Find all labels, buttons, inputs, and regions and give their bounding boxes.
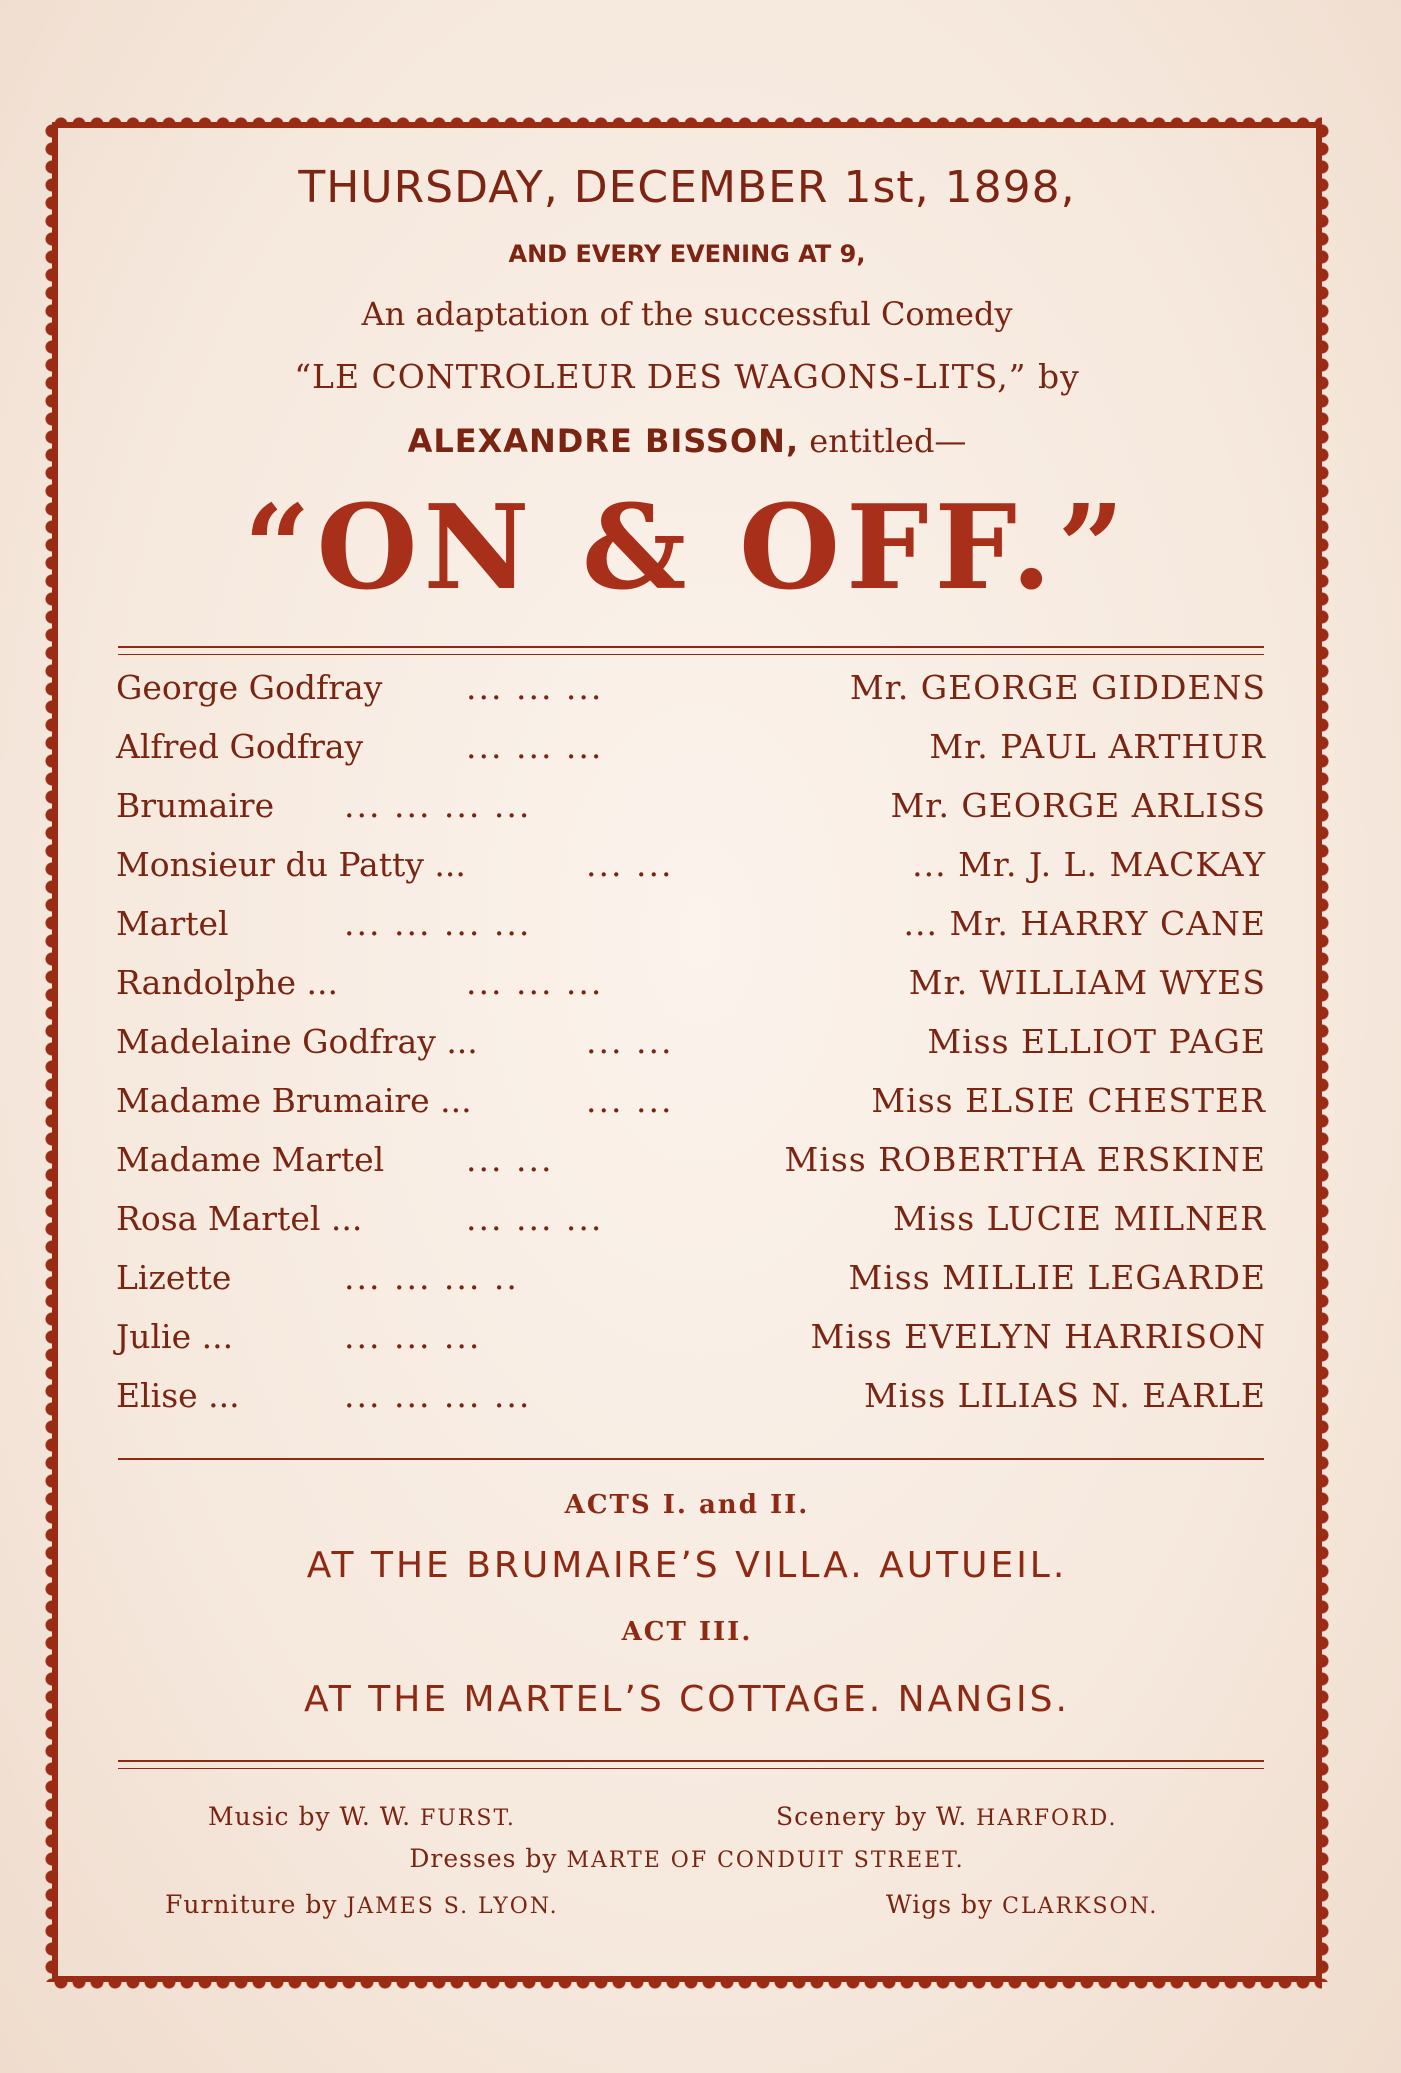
credit-dresses xyxy=(60,1844,1314,1873)
cast-role: Alfred Godfray xyxy=(116,727,364,766)
cast-role: Randolphe ... xyxy=(116,963,338,1002)
leader-dots: ... ... xyxy=(586,845,674,884)
cast-list xyxy=(116,668,1266,1435)
credit-name: CLARKSON. xyxy=(1002,1894,1159,1919)
cast-row xyxy=(116,727,1266,786)
leader-dots: ... ... ... ... xyxy=(344,904,532,943)
cast-actor: Miss ELLIOT PAGE xyxy=(927,1022,1266,1061)
author-line xyxy=(60,422,1314,460)
credit-name: HARFORD. xyxy=(976,1806,1118,1831)
adaptation-note: An adaptation of the successful Comedy xyxy=(361,295,1013,333)
scalloped-border-bottom xyxy=(52,1982,1322,1996)
cast-row xyxy=(116,1199,1266,1258)
credit-music xyxy=(208,1802,516,1831)
leader-dots: ... ... ... ... xyxy=(344,786,532,825)
divider-middle xyxy=(118,1458,1264,1460)
cast-role: Elise ... xyxy=(116,1376,240,1415)
cast-actor: Miss ROBERTHA ERSKINE xyxy=(784,1140,1266,1179)
leader-dots: ... ... ... xyxy=(466,668,604,707)
divider-bottom xyxy=(118,1760,1264,1769)
leader-dots: ... ... ... ... xyxy=(344,1376,532,1415)
credit-name: FURST. xyxy=(420,1806,516,1831)
cast-role: Lizette xyxy=(116,1258,232,1297)
cast-row xyxy=(116,1140,1266,1199)
cast-row xyxy=(116,1022,1266,1081)
cast-actor: Mr. GEORGE ARLISS xyxy=(890,786,1266,825)
cast-actor: Miss LUCIE MILNER xyxy=(892,1199,1266,1238)
credit-scenery xyxy=(776,1802,1118,1831)
scalloped-border-right xyxy=(1322,122,1336,1982)
leader-dots: ... ... xyxy=(586,1022,674,1061)
cast-role: Martel xyxy=(116,904,229,943)
act-three-heading: ACT III. xyxy=(621,1617,753,1647)
leader-dots: ... ... ... xyxy=(344,1317,482,1356)
cast-role: Rosa Martel ... xyxy=(116,1199,363,1238)
divider-top xyxy=(118,646,1264,655)
performance-date: THURSDAY, DECEMBER 1st, 1898, xyxy=(298,162,1076,213)
credit-label: Scenery by W. xyxy=(776,1802,968,1831)
credit-wigs xyxy=(886,1890,1158,1919)
credit-name: JAMES S. LYON. xyxy=(346,1894,559,1919)
original-title: “LE CONTROLEUR DES WAGONS-LITS,” by xyxy=(294,357,1080,396)
cast-row xyxy=(116,1258,1266,1317)
cast-role: Madelaine Godfray ... xyxy=(116,1022,478,1061)
scene-three: AT THE MARTEL’S COTTAGE. NANGIS. xyxy=(304,1679,1070,1720)
play-title: “ON & OFF.” xyxy=(243,480,1131,616)
cast-actor: Miss MILLIE LEGARDE xyxy=(848,1258,1266,1297)
cast-row xyxy=(116,963,1266,1022)
cast-role: Julie ... xyxy=(116,1317,234,1356)
leader-dots: ... ... ... xyxy=(466,1199,604,1238)
cast-actor: Mr. GEORGE GIDDENS xyxy=(849,668,1266,707)
cast-actor: Mr. PAUL ARTHUR xyxy=(929,727,1266,766)
cast-row xyxy=(116,1376,1266,1435)
cast-row xyxy=(116,845,1266,904)
credit-label: Furniture by xyxy=(165,1890,338,1919)
cast-role: Brumaire xyxy=(116,786,275,825)
scene-one-two: AT THE BRUMAIRE’S VILLA. AUTUEIL. xyxy=(306,1545,1068,1586)
cast-role: Madame Brumaire ... xyxy=(116,1081,472,1120)
credit-name: MARTE OF CONDUIT STREET. xyxy=(566,1848,965,1873)
cast-role: Monsieur du Patty ... xyxy=(116,845,466,884)
cast-role: George Godfray xyxy=(116,668,383,707)
credit-furniture xyxy=(165,1890,559,1919)
cast-row xyxy=(116,904,1266,963)
cast-actor: ... Mr. J. L. MACKAY xyxy=(912,845,1266,884)
author-name: ALEXANDRE BISSON, xyxy=(407,422,800,460)
leader-dots: ... ... xyxy=(586,1081,674,1120)
evening-time: AND EVERY EVENING AT 9, xyxy=(508,240,866,268)
credit-label: Music by W. W. xyxy=(208,1802,412,1831)
acts-one-two-heading: ACTS I. and II. xyxy=(564,1490,810,1520)
cast-actor: Miss EVELYN HARRISON xyxy=(810,1317,1266,1356)
credit-label: Dresses by xyxy=(409,1844,558,1873)
cast-actor: ... Mr. HARRY CANE xyxy=(903,904,1266,943)
cast-actor: Mr. WILLIAM WYES xyxy=(908,963,1266,1002)
cast-row xyxy=(116,786,1266,845)
cast-row xyxy=(116,1081,1266,1140)
cast-actor: Miss ELSIE CHESTER xyxy=(871,1081,1266,1120)
credit-label: Wigs by xyxy=(886,1890,994,1919)
leader-dots: ... ... xyxy=(466,1140,554,1179)
entitled-text: entitled— xyxy=(809,422,967,460)
leader-dots: ... ... ... .. xyxy=(344,1258,519,1297)
leader-dots: ... ... ... xyxy=(466,963,604,1002)
leader-dots: ... ... ... xyxy=(466,727,604,766)
cast-role: Madame Martel xyxy=(116,1140,385,1179)
cast-actor: Miss LILIAS N. EARLE xyxy=(863,1376,1266,1415)
cast-row xyxy=(116,668,1266,727)
cast-row xyxy=(116,1317,1266,1376)
scalloped-border-left xyxy=(38,122,52,1982)
